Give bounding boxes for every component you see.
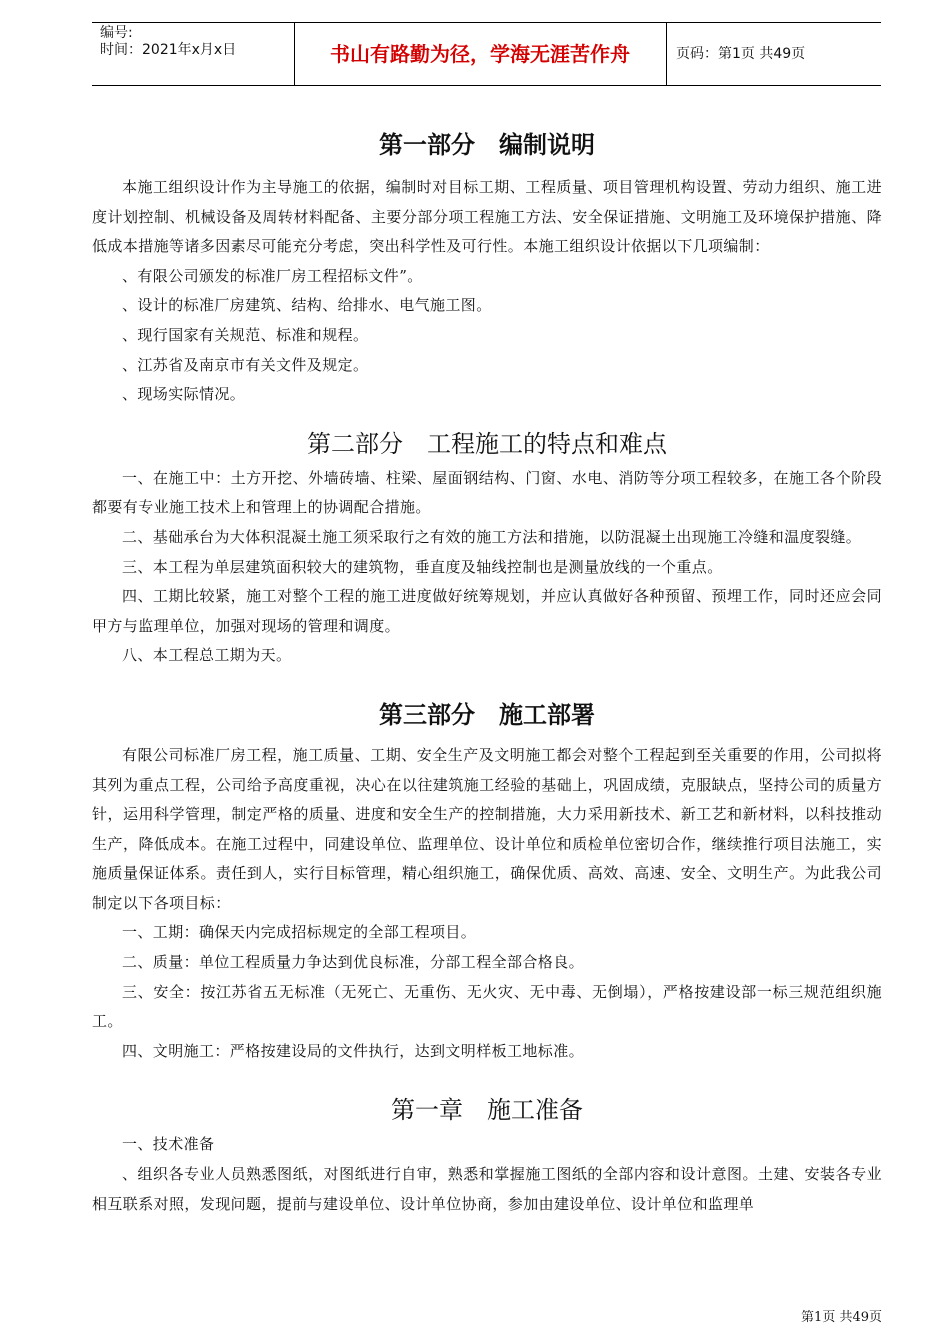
paragraph: 八、本工程总工期为天。: [122, 646, 292, 665]
list-item: 、设计的标准厂房建筑、结构、给排水、电气施工图。: [122, 296, 492, 315]
list-item: 三、安全：按江苏省五无标准（无死亡、无重伤、无火灾、无中毒、无倒塌），严格按建设部一标三规范组织施工。: [92, 982, 882, 1031]
paragraph: 、组织各专业人员熟悉图纸，对图纸进行自审，熟悉和掌握施工图纸的全部内容和设计意图。土建、安装各专业相互联系对照，发现问题，提前与建设单位、设计单位协商，参加由建设单位、设计单位和监理单: [92, 1165, 882, 1213]
doc-time-label: 时间：2021年x月x日: [100, 42, 237, 58]
paragraph: 四、工期比较紧，施工对整个工程的施工进度做好统筹规划，并应认真做好各种预留、预埋工作，同时还应会同甲方与监理单位，加强对现场的管理和调度。: [92, 587, 882, 635]
list-item: 一、工期：确保天内完成招标规定的全部工程项目。: [122, 923, 477, 942]
paragraph: 本施工组织设计作为主导施工的依据，编制时对目标工期、工程质量、项目管理机构设置、劳动力组织、施工进度计划控制、机械设备及周转材料配备、主要分部分项工程施工方法、安全保证措施、文明施工及环境保护措施、降低成本措施等诸多因素尽可能充分考虑，突出科学性及可行性。本施工组织设计依据以下几项编制：: [92, 178, 882, 256]
paragraph: 有限公司标准厂房工程，施工质量、工期、安全生产及文明施工都会对整个工程起到至关重要的作用，公司拟将其列为重点工程，公司给予高度重视，决心在以往建筑施工经验的基础上，巩固成绩，克服缺点，坚持公司的质量方针，运用科学管理，制定严格的质量、进度和安全生产的控制措施，大力采用新技术、新工艺和新材料，以科技推动生产，降低成本。在施工过程中，同建设单位、监理单位、设计单位和质检单位密切合作，继续推行项目法施工，实施质量保证体系。责任到人，实行目标管理，精心组织施工，确保优质、高效、高速、安全、文明生产。为此我公司制定以下各项目标：: [92, 745, 882, 912]
section-title: 第二部分 工程施工的特点和难点: [307, 429, 667, 458]
section-title: 第一部分 编制说明: [379, 131, 595, 159]
subheading: 一、技术准备: [122, 1135, 215, 1154]
doc-number-label: 编号:: [100, 25, 133, 41]
document-body: [92, 125, 882, 1219]
list-item: 、现场实际情况。: [122, 385, 246, 404]
list-item: 二、质量：单位工程质量力争达到优良标准，分部工程全部合格良。: [122, 953, 585, 972]
page-header: [92, 22, 881, 86]
list-item: 、现行国家有关规范、标准和规程。: [122, 325, 369, 344]
footer-page-info: 第1页 共49页: [801, 1310, 882, 1325]
list-item: 、有限公司颁发的标准厂房工程招标文件”。: [122, 266, 423, 285]
header-divider: [666, 23, 667, 85]
paragraph: 三、本工程为单层建筑面积较大的建筑物，垂直度及轴线控制也是测量放线的一个重点。: [122, 557, 723, 576]
header-motto: 书山有路勤为径，学海无涯苦作舟: [330, 42, 630, 66]
section-title: 第三部分 施工部署: [379, 700, 595, 729]
paragraph: 二、基础承台为大体积混凝土施工须采取行之有效的施工方法和措施，以防混凝土出现施工冷缝和温度裂缝。: [122, 527, 862, 546]
paragraph: 一、在施工中：土方开挖、外墙砖墙、柱梁、屋面钢结构、门窗、水电、消防等分项工程较多，在施工各个阶段都要有专业施工技术上和管理上的协调配合措施。: [92, 468, 882, 517]
list-item: 四、文明施工：严格按建设局的文件执行，达到文明样板工地标准。: [122, 1041, 585, 1060]
header-page-info: 页码：第1页 共49页: [676, 46, 806, 62]
header-meta: [100, 25, 236, 59]
chapter-title: 第一章 施工准备: [391, 1096, 583, 1125]
list-item: 、江苏省及南京市有关文件及规定。: [122, 355, 369, 374]
